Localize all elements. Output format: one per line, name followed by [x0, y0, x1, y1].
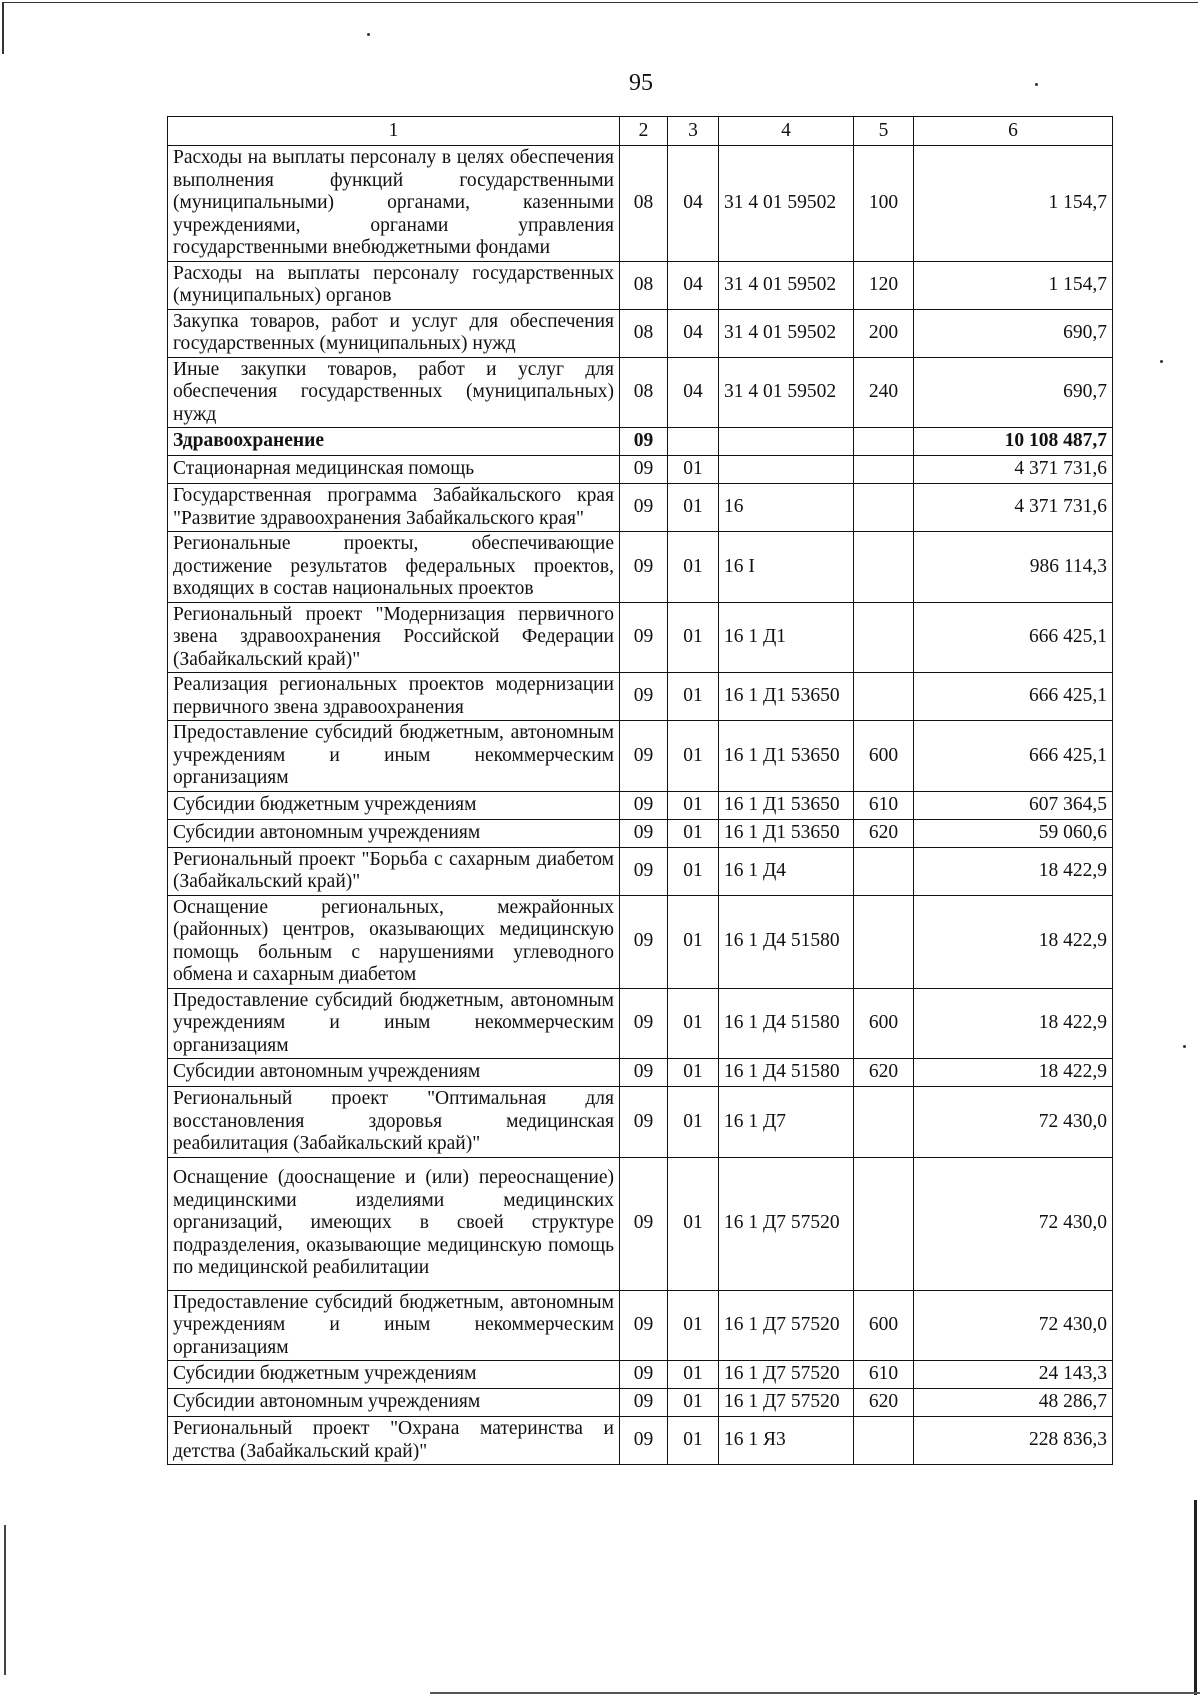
row-name-cell: Региональный проект "Борьба с сахарным диабетом (Забайкальский край)" — [168, 847, 620, 895]
row-subsection-cell: 04 — [668, 357, 719, 428]
row-amount-cell: 1 154,7 — [914, 261, 1113, 309]
row-section-cell: 09 — [620, 673, 668, 721]
scan-edge-left-bottom — [4, 1525, 6, 1675]
row-amount-cell: 59 060,6 — [914, 819, 1113, 847]
row-target-article-cell: 16 1 Д7 57520 — [719, 1389, 854, 1417]
row-name-cell: Региональный проект "Модернизация первичного звена здравоохранения Российской Федерации (Забайкальский край)" — [168, 602, 620, 673]
row-amount-cell: 18 422,9 — [914, 1059, 1113, 1087]
row-amount-cell: 228 836,3 — [914, 1417, 1113, 1465]
row-section-cell: 09 — [620, 847, 668, 895]
row-expense-type-cell: 600 — [854, 988, 914, 1059]
row-section-cell: 09 — [620, 484, 668, 532]
row-amount-cell: 690,7 — [914, 309, 1113, 357]
row-target-article-cell: 16 1 Д1 — [719, 602, 854, 673]
row-target-article-cell: 31 4 01 59502 — [719, 357, 854, 428]
row-expense-type-cell — [854, 484, 914, 532]
row-subsection-cell: 01 — [668, 532, 719, 603]
row-expense-type-cell — [854, 1157, 914, 1290]
table-row — [168, 484, 1113, 532]
row-target-article-cell: 16 1 Д7 — [719, 1087, 854, 1158]
row-amount-cell: 18 422,9 — [914, 895, 1113, 988]
scan-speck — [367, 33, 370, 36]
row-name-cell: Субсидии бюджетным учреждениям — [168, 1361, 620, 1389]
row-amount-cell: 10 108 487,7 — [914, 428, 1113, 456]
row-subsection-cell: 01 — [668, 1389, 719, 1417]
row-name-cell: Предоставление субсидий бюджетным, автономным учреждениям и иным некоммерческим организациям — [168, 1290, 620, 1361]
row-name-cell: Субсидии автономным учреждениям — [168, 1059, 620, 1087]
row-subsection-cell: 04 — [668, 309, 719, 357]
row-target-article-cell: 16 1 Д7 57520 — [719, 1157, 854, 1290]
row-subsection-cell: 01 — [668, 673, 719, 721]
row-target-article-cell: 16 — [719, 484, 854, 532]
row-amount-cell: 72 430,0 — [914, 1157, 1113, 1290]
row-amount-cell: 1 154,7 — [914, 146, 1113, 262]
row-name-cell: Расходы на выплаты персоналу в целях обеспечения выполнения функций государственными (муниципальными) органами, казенными учреждениями, органами управления государственными внебюджетными фондами — [168, 146, 620, 262]
row-name-cell: Оснащение (дооснащение и (или) переоснащение) медицинскими изделиями медицинских организаций, имеющих в своей структуре подразделения, оказывающие медицинскую помощь по медицинской реабилитации — [168, 1157, 620, 1290]
row-target-article-cell: 16 1 Д1 53650 — [719, 673, 854, 721]
row-subsection-cell — [668, 428, 719, 456]
row-expense-type-cell — [854, 428, 914, 456]
row-expense-type-cell — [854, 456, 914, 484]
header-cell-2: 2 — [620, 117, 668, 146]
row-section-cell: 09 — [620, 721, 668, 792]
row-amount-cell: 24 143,3 — [914, 1361, 1113, 1389]
row-section-cell: 08 — [620, 357, 668, 428]
scan-edge-bottom — [430, 1692, 1200, 1694]
row-target-article-cell: 16 1 Д1 53650 — [719, 721, 854, 792]
row-expense-type-cell — [854, 847, 914, 895]
table-row — [168, 791, 1113, 819]
row-name-cell: Региональный проект "Оптимальная для восстановления здоровья медицинская реабилитация (Забайкальский край)" — [168, 1087, 620, 1158]
row-subsection-cell: 01 — [668, 988, 719, 1059]
row-name-cell: Государственная программа Забайкальского края "Развитие здравоохранения Забайкальского края" — [168, 484, 620, 532]
header-cell-3: 3 — [668, 117, 719, 146]
row-name-cell: Реализация региональных проектов модернизации первичного звена здравоохранения — [168, 673, 620, 721]
scan-speck — [1160, 360, 1163, 363]
row-target-article-cell: 16 1 Д7 57520 — [719, 1361, 854, 1389]
row-target-article-cell: 31 4 01 59502 — [719, 146, 854, 262]
row-amount-cell: 4 371 731,6 — [914, 456, 1113, 484]
table-row — [168, 847, 1113, 895]
row-section-cell: 08 — [620, 309, 668, 357]
row-name-cell: Оснащение региональных, межрайонных (районных) центров, оказывающих медицинскую помощь больным с нарушениями углеводного обмена и сахарным диабетом — [168, 895, 620, 988]
row-amount-cell: 72 430,0 — [914, 1087, 1113, 1158]
table-row — [168, 532, 1113, 603]
row-target-article-cell — [719, 428, 854, 456]
row-expense-type-cell — [854, 1417, 914, 1465]
row-expense-type-cell — [854, 895, 914, 988]
page-number: 95 — [629, 70, 653, 96]
row-subsection-cell: 01 — [668, 721, 719, 792]
row-amount-cell: 666 425,1 — [914, 673, 1113, 721]
table-row — [168, 456, 1113, 484]
table-row — [168, 1087, 1113, 1158]
row-expense-type-cell: 620 — [854, 1059, 914, 1087]
row-section-cell: 09 — [620, 1157, 668, 1290]
row-section-cell: 08 — [620, 261, 668, 309]
row-target-article-cell: 16 1 Д4 51580 — [719, 1059, 854, 1087]
row-expense-type-cell: 200 — [854, 309, 914, 357]
row-name-cell: Здравоохранение — [168, 428, 620, 456]
header-cell-4: 4 — [719, 117, 854, 146]
budget-table — [167, 116, 1113, 1465]
row-target-article-cell: 16 1 Д1 53650 — [719, 819, 854, 847]
row-name-cell: Субсидии автономным учреждениям — [168, 1389, 620, 1417]
row-name-cell: Предоставление субсидий бюджетным, автономным учреждениям и иным некоммерческим организациям — [168, 988, 620, 1059]
scan-edge-right-bottom — [1194, 1500, 1197, 1695]
row-section-cell: 09 — [620, 532, 668, 603]
row-expense-type-cell: 620 — [854, 819, 914, 847]
table-row — [168, 602, 1113, 673]
row-expense-type-cell: 120 — [854, 261, 914, 309]
row-section-cell: 09 — [620, 1389, 668, 1417]
scan-edge-top — [2, 2, 1198, 3]
row-expense-type-cell — [854, 1087, 914, 1158]
row-name-cell: Субсидии бюджетным учреждениям — [168, 791, 620, 819]
row-amount-cell: 666 425,1 — [914, 721, 1113, 792]
row-amount-cell: 690,7 — [914, 357, 1113, 428]
table-body — [168, 117, 1113, 1465]
header-cell-6: 6 — [914, 117, 1113, 146]
table-row — [168, 357, 1113, 428]
row-expense-type-cell: 600 — [854, 1290, 914, 1361]
row-subsection-cell: 01 — [668, 1087, 719, 1158]
row-section-cell: 09 — [620, 895, 668, 988]
row-section-cell: 09 — [620, 791, 668, 819]
row-section-cell: 09 — [620, 456, 668, 484]
row-target-article-cell: 16 1 Д4 — [719, 847, 854, 895]
row-target-article-cell: 16 1 Я3 — [719, 1417, 854, 1465]
row-name-cell: Закупка товаров, работ и услуг для обеспечения государственных (муниципальных) нужд — [168, 309, 620, 357]
table-row — [168, 261, 1113, 309]
row-amount-cell: 72 430,0 — [914, 1290, 1113, 1361]
row-section-cell: 09 — [620, 819, 668, 847]
table-header-row — [168, 117, 1113, 146]
row-target-article-cell: 16 I — [719, 532, 854, 603]
row-subsection-cell: 01 — [668, 1157, 719, 1290]
row-subsection-cell: 04 — [668, 261, 719, 309]
row-section-cell: 09 — [620, 988, 668, 1059]
row-target-article-cell: 16 1 Д1 53650 — [719, 791, 854, 819]
row-subsection-cell: 01 — [668, 895, 719, 988]
header-cell-5: 5 — [854, 117, 914, 146]
row-target-article-cell: 16 1 Д4 51580 — [719, 988, 854, 1059]
row-section-cell: 09 — [620, 1417, 668, 1465]
row-section-cell: 09 — [620, 602, 668, 673]
row-expense-type-cell — [854, 602, 914, 673]
row-subsection-cell: 01 — [668, 847, 719, 895]
table-row — [168, 819, 1113, 847]
row-section-cell: 09 — [620, 1361, 668, 1389]
table-row — [168, 1290, 1113, 1361]
row-section-cell: 08 — [620, 146, 668, 262]
row-subsection-cell: 01 — [668, 456, 719, 484]
row-amount-cell: 607 364,5 — [914, 791, 1113, 819]
row-amount-cell: 986 114,3 — [914, 532, 1113, 603]
table-row — [168, 895, 1113, 988]
table-row — [168, 428, 1113, 456]
table-row — [168, 146, 1113, 262]
row-target-article-cell: 16 1 Д7 57520 — [719, 1290, 854, 1361]
row-expense-type-cell: 620 — [854, 1389, 914, 1417]
row-expense-type-cell: 240 — [854, 357, 914, 428]
row-subsection-cell: 01 — [668, 791, 719, 819]
row-subsection-cell: 01 — [668, 819, 719, 847]
row-name-cell: Региональные проекты, обеспечивающие достижение результатов федеральных проектов, входящих в состав национальных проектов — [168, 532, 620, 603]
row-name-cell: Субсидии автономным учреждениям — [168, 819, 620, 847]
table-row — [168, 1157, 1113, 1290]
row-subsection-cell: 01 — [668, 1059, 719, 1087]
row-subsection-cell: 01 — [668, 484, 719, 532]
row-expense-type-cell — [854, 532, 914, 603]
table-row — [168, 988, 1113, 1059]
row-name-cell: Иные закупки товаров, работ и услуг для обеспечения государственных (муниципальных) нужд — [168, 357, 620, 428]
row-section-cell: 09 — [620, 1290, 668, 1361]
row-target-article-cell — [719, 456, 854, 484]
row-expense-type-cell: 610 — [854, 1361, 914, 1389]
row-name-cell: Расходы на выплаты персоналу государственных (муниципальных) органов — [168, 261, 620, 309]
row-amount-cell: 48 286,7 — [914, 1389, 1113, 1417]
row-target-article-cell: 16 1 Д4 51580 — [719, 895, 854, 988]
row-section-cell: 09 — [620, 1087, 668, 1158]
row-section-cell: 09 — [620, 428, 668, 456]
row-subsection-cell: 04 — [668, 146, 719, 262]
row-subsection-cell: 01 — [668, 602, 719, 673]
row-target-article-cell: 31 4 01 59502 — [719, 309, 854, 357]
scan-speck — [1183, 1045, 1186, 1048]
table-row — [168, 1389, 1113, 1417]
row-amount-cell: 4 371 731,6 — [914, 484, 1113, 532]
row-section-cell: 09 — [620, 1059, 668, 1087]
row-expense-type-cell: 100 — [854, 146, 914, 262]
row-subsection-cell: 01 — [668, 1361, 719, 1389]
table-row — [168, 721, 1113, 792]
row-amount-cell: 18 422,9 — [914, 988, 1113, 1059]
row-target-article-cell: 31 4 01 59502 — [719, 261, 854, 309]
row-name-cell: Предоставление субсидий бюджетным, автономным учреждениям и иным некоммерческим организациям — [168, 721, 620, 792]
row-expense-type-cell — [854, 673, 914, 721]
row-subsection-cell: 01 — [668, 1290, 719, 1361]
table-row — [168, 309, 1113, 357]
row-amount-cell: 18 422,9 — [914, 847, 1113, 895]
table-row — [168, 1417, 1113, 1465]
table-row — [168, 673, 1113, 721]
row-name-cell: Региональный проект "Охрана материнства и детства (Забайкальский край)" — [168, 1417, 620, 1465]
row-name-cell: Стационарная медицинская помощь — [168, 456, 620, 484]
row-expense-type-cell: 600 — [854, 721, 914, 792]
table-row — [168, 1059, 1113, 1087]
row-expense-type-cell: 610 — [854, 791, 914, 819]
header-cell-1: 1 — [168, 117, 620, 146]
row-amount-cell: 666 425,1 — [914, 602, 1113, 673]
scan-edge-left — [2, 2, 4, 54]
row-subsection-cell: 01 — [668, 1417, 719, 1465]
table-row — [168, 1361, 1113, 1389]
